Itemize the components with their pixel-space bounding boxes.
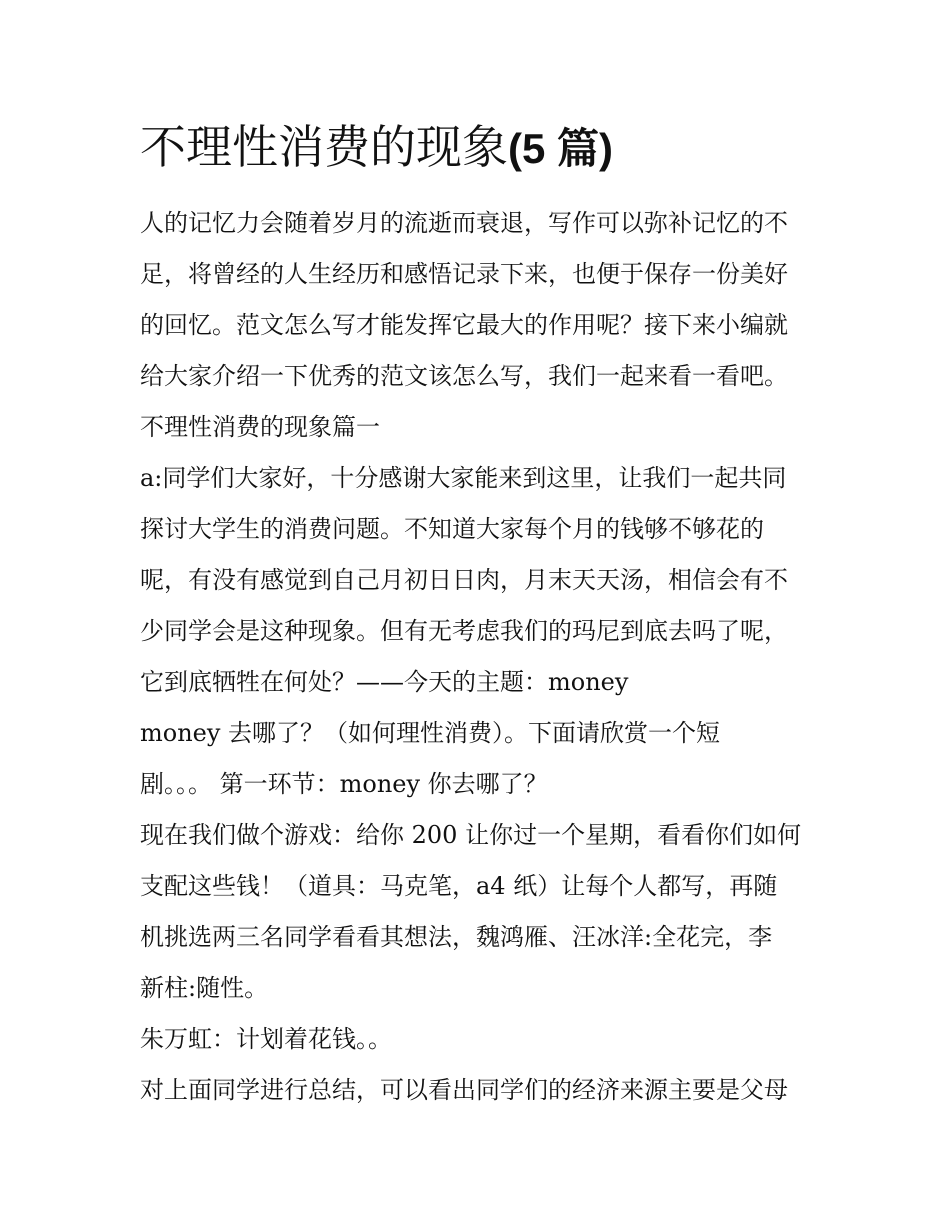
- section-heading-text: 不理性消费的现象篇一: [140, 413, 380, 441]
- paragraph-line: 少同学会是这种现象。但有无考虑我们的玛尼到底去吗了呢，: [140, 617, 788, 645]
- paragraph-d: [140, 1014, 820, 1065]
- paragraph-e: [140, 1065, 820, 1116]
- section-heading: [140, 402, 820, 453]
- paragraph-line: 对上面同学进行总结，可以看出同学们的经济来源主要是父母: [140, 1076, 788, 1104]
- document-title: [140, 110, 820, 186]
- paragraph-line: money 去哪了？（如何理性消费）。下面请欣赏一个短: [140, 719, 721, 747]
- paragraph-line: 呢，有没有感觉到自己月初日日肉，月末天天汤，相信会有不: [140, 566, 788, 594]
- intro-line: 的回忆。范文怎么写才能发挥它最大的作用呢？接下来小编就: [140, 311, 788, 339]
- paragraph-line: 新柱:随性。: [140, 974, 269, 1002]
- title-main: 不理性消费的现象: [140, 120, 508, 174]
- paragraph-line: a:同学们大家好，十分感谢大家能来到这里，让我们一起共同: [140, 464, 787, 492]
- paragraph-line: 机挑选两三名同学看看其想法，魏鸿雁、汪冰洋:全花完，李: [140, 923, 773, 951]
- paragraph-a: [140, 453, 820, 708]
- paragraph-line: 支配这些钱！（道具：马克笔，a4 纸）让每个人都写，再随: [140, 872, 778, 900]
- paragraph-line: 探讨大学生的消费问题。不知道大家每个月的钱够不够花的: [140, 515, 764, 543]
- intro-line: 给大家介绍一下优秀的范文该怎么写，我们一起来看一看吧。: [140, 362, 788, 390]
- intro-paragraph: [140, 198, 820, 402]
- paragraph-line: 朱万虹：计划着花钱。。: [140, 1025, 392, 1053]
- paragraph-line: 剧。。。 第一环节：money 你去哪了？: [140, 770, 548, 798]
- document-page: [140, 110, 820, 1116]
- title-suffix: (5 篇): [508, 125, 614, 172]
- intro-line: 足，将曾经的人生经历和感悟记录下来，也便于保存一份美好: [140, 260, 788, 288]
- paragraph-c: [140, 810, 820, 1014]
- paragraph-line: 它到底牺牲在何处？——今天的主题：money: [140, 668, 629, 696]
- intro-line: 人的记忆力会随着岁月的流逝而衰退，写作可以弥补记忆的不: [140, 209, 788, 237]
- paragraph-b: [140, 708, 820, 810]
- paragraph-line: 现在我们做个游戏：给你 200 让你过一个星期，看看你们如何: [140, 821, 802, 849]
